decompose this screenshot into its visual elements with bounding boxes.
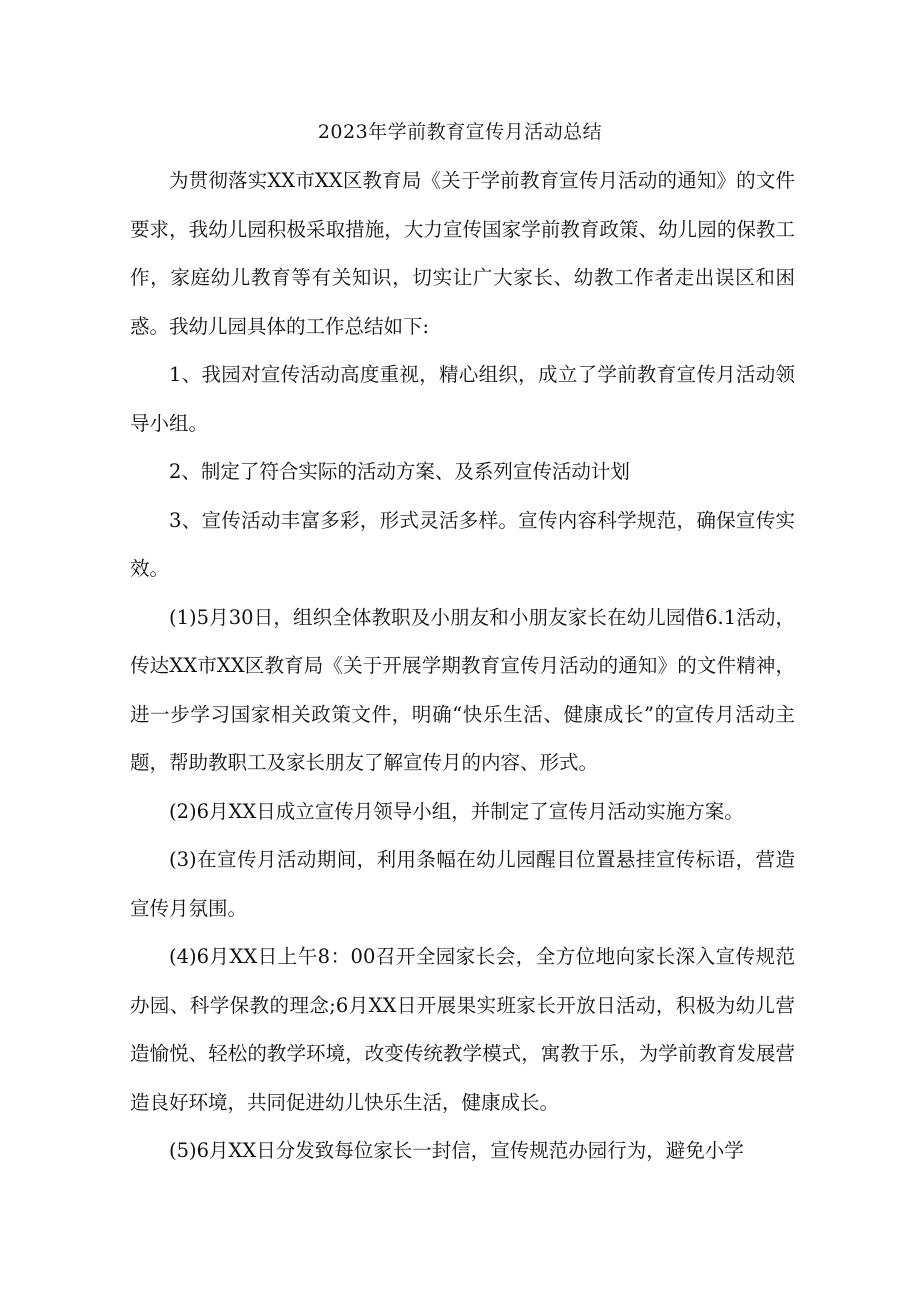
paragraph-sub-3: (3)在宣传月活动期间，利用条幅在幼儿园醒目位置悬挂宣传标语，营造宣传月氛围。 — [130, 848, 795, 920]
paragraph-sub-5: (5)6月XX日分发致每位家长一封信，宣传规范办园行为，避免小学 — [169, 1139, 744, 1162]
paragraph-sub-2: (2)6月XX日成立宣传月领导小组，并制定了宣传月活动实施方案。 — [169, 799, 744, 823]
paragraph-intro: 为贯彻落实XX市XX区教育局《关于学前教育宣传月活动的通知》的文件要求，我幼儿园积极采取措施，大力宣传国家学前教育政策、幼儿园的保教工作，家庭幼儿教育等有关知识，切实让广大家长、幼教工作者走出误区和困惑。我幼儿园具体的工作总结如下: — [130, 169, 795, 338]
paragraph-item-2: 2、制定了符合实际的活动方案、及系列宣传活动计划 — [169, 460, 630, 483]
document-title: 2023年学前教育宣传月活动总结 — [317, 121, 603, 143]
document-body — [130, 157, 795, 1176]
paragraph-sub-1: (1)5月30日，组织全体教职及小朋友和小朋友家长在幼儿园借6.1活动，传达XX市XX区教育局《关于开展学期教育宣传月活动的通知》的文件精神，进一步学习国家相关政策文件，明确“快乐生活、健康成长”的宣传月活动主题，帮助教职工及家长朋友了解宣传月的内容、形式。 — [130, 605, 795, 774]
paragraph-item-3: 3、宣传活动丰富多彩，形式灵活多样。宣传内容科学规范，确保宣传实效。 — [130, 508, 795, 580]
paragraph-item-1: 1、我园对宣传活动高度重视，精心组织，成立了学前教育宣传月活动领导小组。 — [130, 363, 795, 435]
paragraph-sub-4: (4)6月XX日上午8：00召开全园家长会，全方位地向家长深入宣传规范办园、科学保教的理念;6月XX日开展果实班家长开放日活动，积极为幼儿营造愉悦、轻松的教学环境，改变传统教学模式，寓教于乐，为学前教育发展营造良好环境，共同促进幼儿快乐生活，健康成长。 — [130, 945, 795, 1114]
